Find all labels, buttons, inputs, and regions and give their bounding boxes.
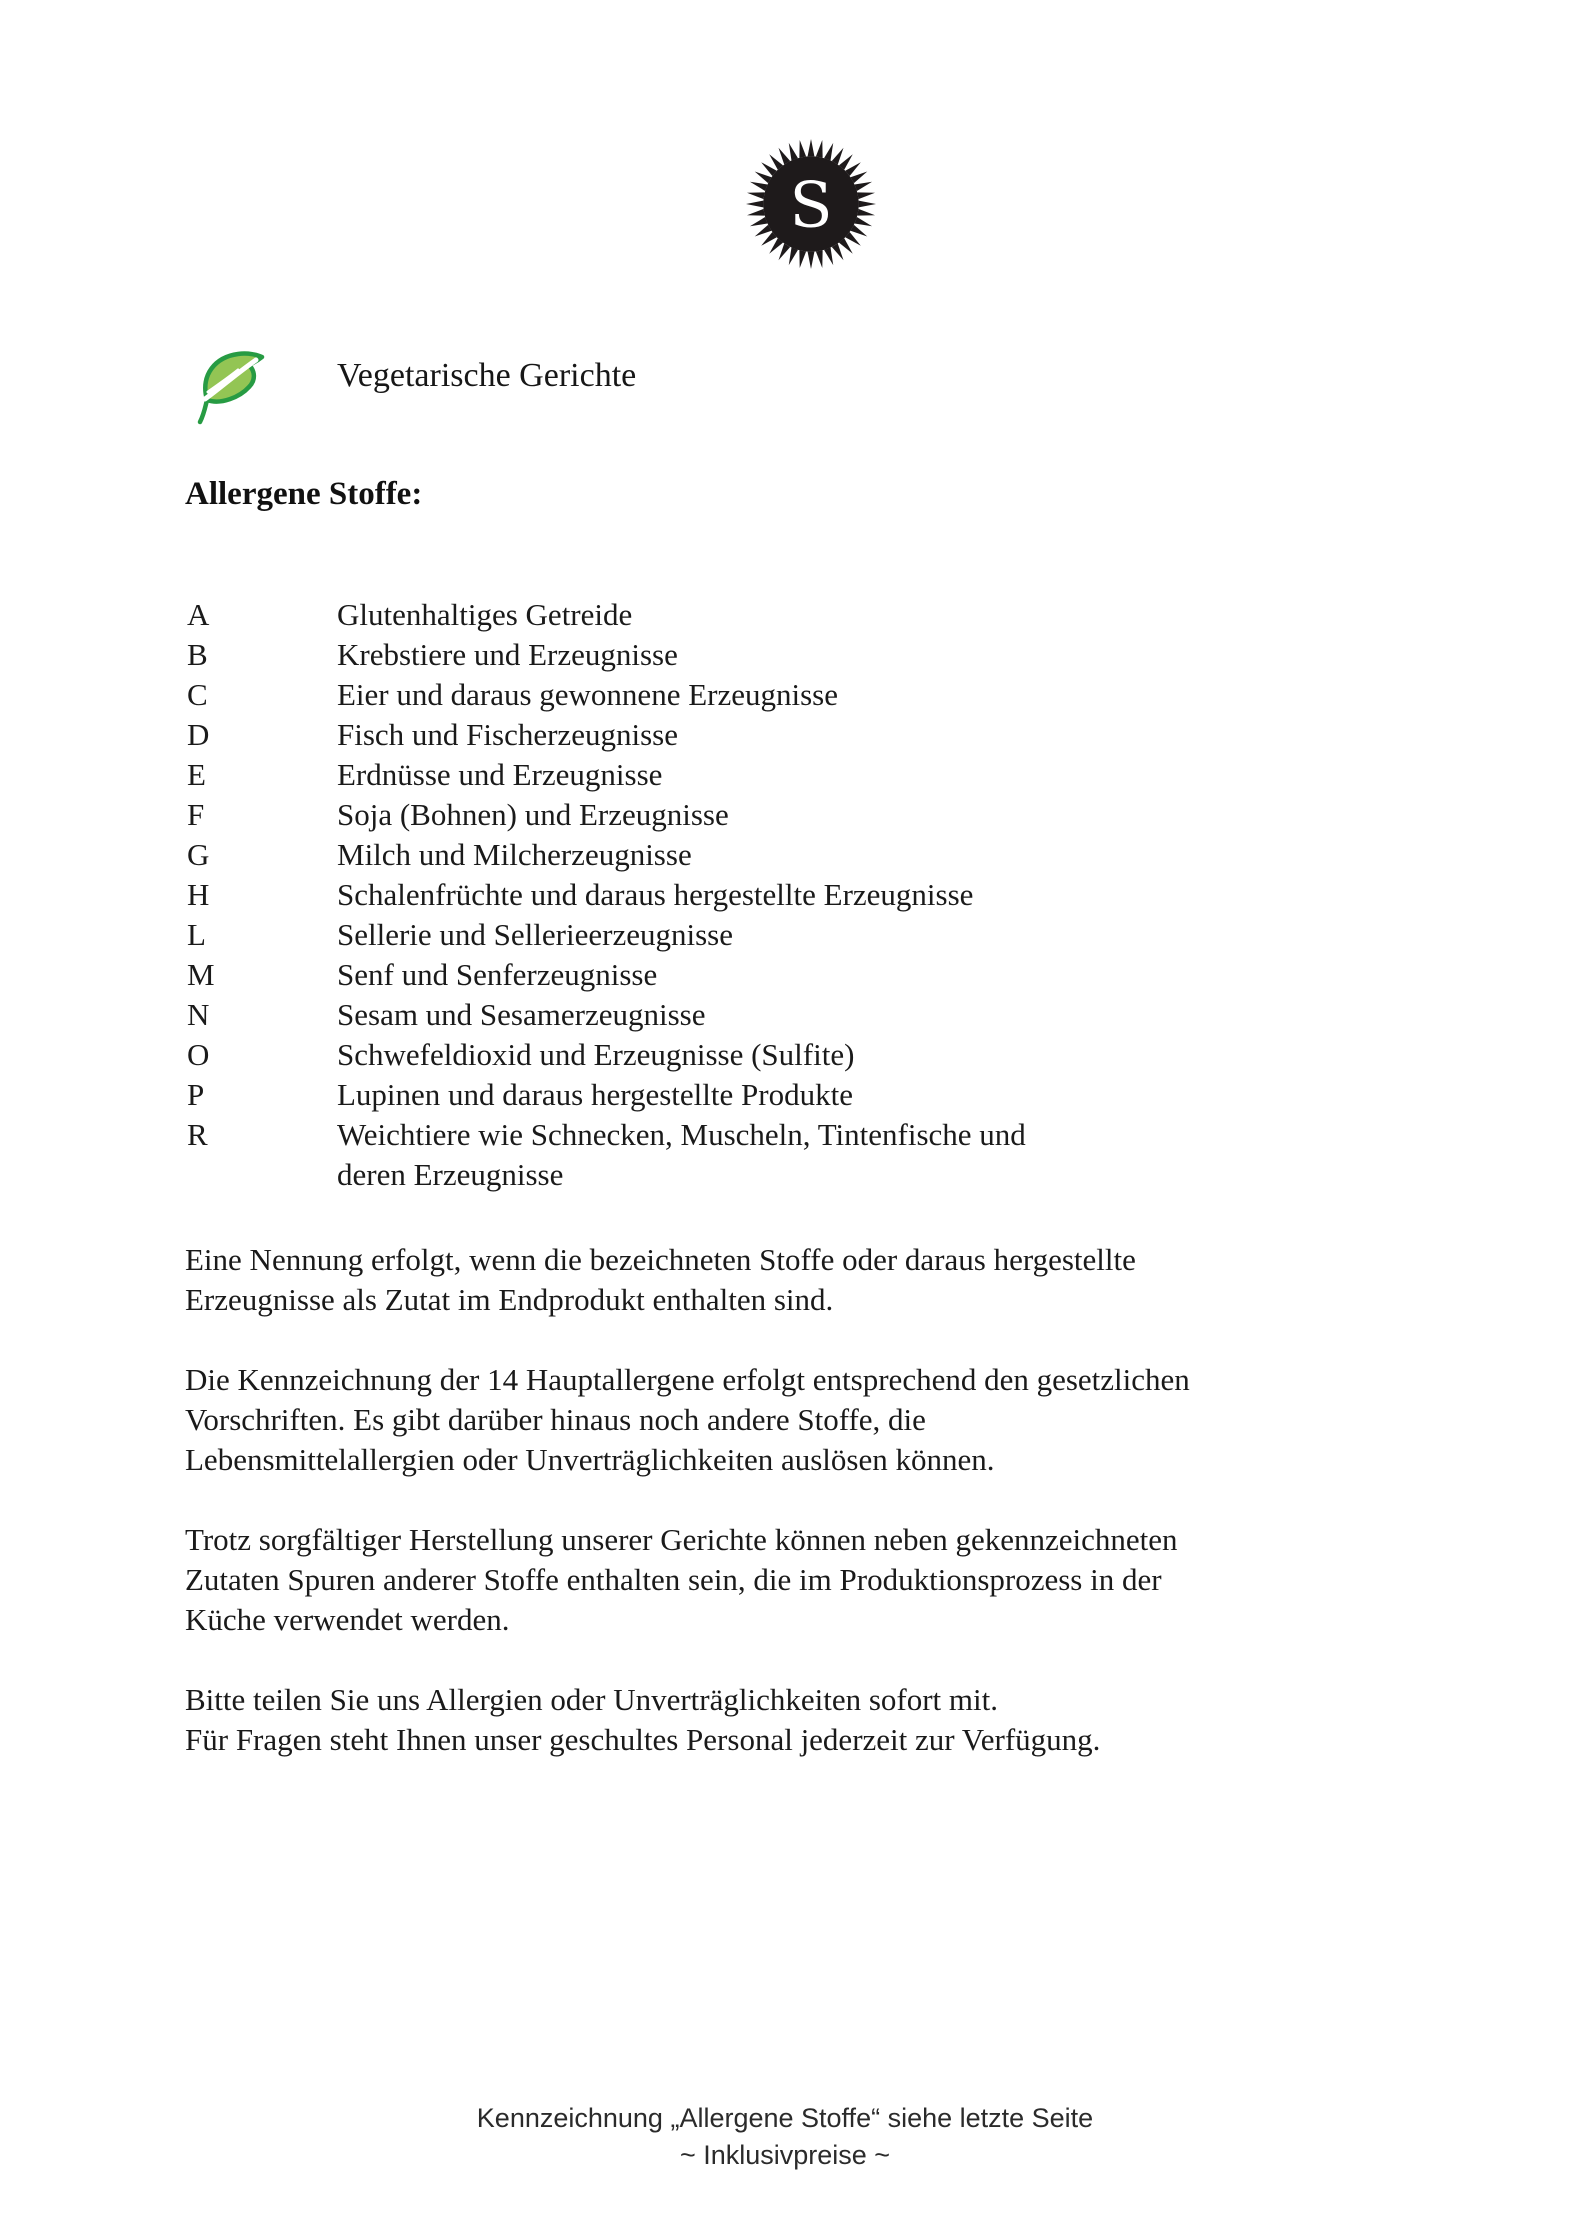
paragraph: Die Kennzeichnung der 14 Hauptallergene erfolgt entsprechend den gesetzlichen Vorschriften. Es gibt darüber hinaus noch andere Stoffe, die Lebensmittelallergien oder Unverträglichkeiten auslösen können. <box>185 1362 1190 1477</box>
allergen-description: Erdnüsse und Erzeugnisse <box>337 757 663 792</box>
allergen-code: D <box>187 717 210 752</box>
allergen-code: P <box>187 1077 205 1112</box>
allergen-description: Schalenfrüchte und daraus hergestellte Erzeugnisse <box>337 877 974 912</box>
allergen-description: Fisch und Fischerzeugnisse <box>337 717 678 752</box>
allergen-code: R <box>187 1117 208 1152</box>
allergen-description: Eier und daraus gewonnene Erzeugnisse <box>337 677 838 712</box>
allergen-description: Sellerie und Sellerieerzeugnisse <box>337 917 733 952</box>
allergen-description: Krebstiere und Erzeugnisse <box>337 637 678 672</box>
logo-letter: S <box>789 168 833 242</box>
allergen-list <box>187 595 1397 1195</box>
allergen-row <box>187 675 1397 715</box>
allergen-row <box>187 835 1397 875</box>
allergen-code: L <box>187 917 206 952</box>
allergen-code: M <box>187 957 215 992</box>
allergen-code: O <box>187 1037 210 1072</box>
allergen-description: Sesam und Sesamerzeugnisse <box>337 997 706 1032</box>
allergen-description: Glutenhaltiges Getreide <box>337 597 633 632</box>
allergen-row <box>187 875 1397 915</box>
allergen-row <box>187 715 1397 755</box>
allergen-row <box>187 1075 1397 1115</box>
footer-allergen-note: Kennzeichnung „Allergene Stoffe“ siehe letzte Seite <box>476 2103 1094 2133</box>
allergen-description: Schwefeldioxid und Erzeugnisse (Sulfite) <box>337 1037 855 1072</box>
footer <box>0 2100 1570 2174</box>
allergen-row <box>187 755 1397 795</box>
allergen-description: Weichtiere wie Schnecken, Muscheln, Tintenfische und deren Erzeugnisse <box>337 1117 1026 1192</box>
allergen-row <box>187 955 1397 995</box>
allergen-description: Senf und Senferzeugnisse <box>337 957 658 992</box>
paragraph: Bitte teilen Sie uns Allergien oder Unverträglichkeiten sofort mit. Für Fragen steht Ihnen unser geschultes Personal jederzeit zur Verfügung. <box>185 1682 1101 1757</box>
sun-logo-icon <box>745 138 877 270</box>
allergen-description: Milch und Milcherzeugnisse <box>337 837 692 872</box>
allergen-code: N <box>187 997 210 1032</box>
allergen-code: C <box>187 677 208 712</box>
allergen-code: B <box>187 637 208 672</box>
allergen-code: A <box>187 597 210 632</box>
paragraph: Trotz sorgfältiger Herstellung unserer Gerichte können neben gekennzeichneten Zutaten Spuren anderer Stoffe enthalten sein, die im Produktionsprozess in der Küche verwendet werden. <box>185 1522 1178 1637</box>
leaf-icon <box>196 348 266 428</box>
allergen-code: F <box>187 797 205 832</box>
allergen-row <box>187 1115 1397 1195</box>
allergen-row <box>187 995 1397 1035</box>
allergen-row <box>187 595 1397 635</box>
allergen-code: H <box>187 877 210 912</box>
paragraph: Eine Nennung erfolgt, wenn die bezeichneten Stoffe oder daraus hergestellte Erzeugnisse als Zutat im Endprodukt enthalten sind. <box>185 1242 1136 1317</box>
allergen-description: Soja (Bohnen) und Erzeugnisse <box>337 797 729 832</box>
allergen-row <box>187 915 1397 955</box>
allergen-row <box>187 1035 1397 1075</box>
footer-prices-note: ~ Inklusivpreise ~ <box>679 2140 891 2170</box>
allergen-row <box>187 795 1397 835</box>
allergen-description: Lupinen und daraus hergestellte Produkte <box>337 1077 853 1112</box>
allergen-row <box>187 635 1397 675</box>
allergen-code: E <box>187 757 206 792</box>
header-title: Vegetarische Gerichte <box>337 357 637 394</box>
allergen-code: G <box>187 837 210 872</box>
allergens-heading: Allergene Stoffe: <box>185 476 423 512</box>
